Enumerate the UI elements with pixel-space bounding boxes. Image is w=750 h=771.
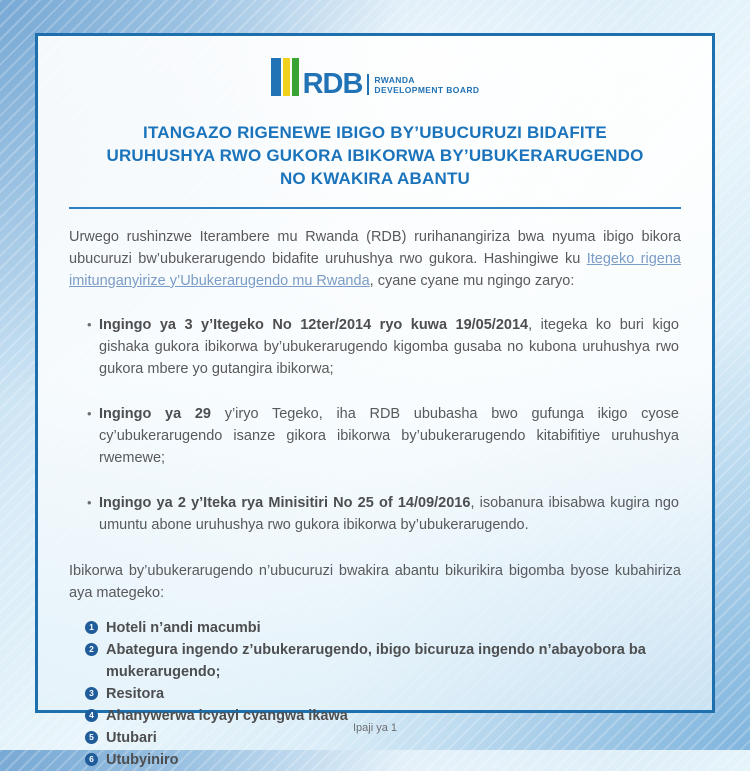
notice-title-line2: URUHUSHYA RWO GUKORA IBIKORWA BY’UBUKERARUGENDO — [106, 146, 644, 165]
numbered-item-text: Resitora — [106, 686, 165, 702]
logo-bar-blue — [271, 58, 281, 96]
numbered-item-text: Utubyiniro — [106, 752, 179, 768]
notice-title — [69, 121, 681, 190]
list-item — [85, 639, 681, 683]
number-badge: 4 — [85, 709, 98, 722]
number-badge: 5 — [85, 731, 98, 744]
bullet-rest: , isobanura ibisabwa kugira ngo umuntu abone uruhushya rwo gukora ibikorwa by’ubukerarugendo. — [99, 495, 679, 533]
intro-text-before-link: Urwego rushinzwe Iterambere mu Rwanda (RDB) rurihanangiriza bwa nyuma ibigo bikora ubucuruzi bw’ubukerarugendo bidafite uruhushya rwo gukora. Hashingiwe ku — [69, 229, 681, 267]
page-number-label: Ipaji ya 1 — [352, 722, 398, 734]
logo-bar-green — [292, 58, 299, 96]
notice-title-line3: NO KWAKIRA ABANTU — [279, 169, 471, 188]
number-badge: 6 — [85, 753, 98, 766]
law-articles-bullet-list — [69, 314, 681, 536]
logo-divider — [367, 74, 369, 95]
logo-org-line2: DEVELOPMENT BOARD — [374, 85, 480, 95]
logo-bar-yellow — [283, 58, 290, 96]
bullet-rest: , itegeka ko buri kigo gishaka gukora ibikorwa by’ubukerarugendo kigomba gusaba no kubona uruhushya rwo gukora mbere yo gutangira ibikorwa; — [99, 317, 679, 377]
list-item — [87, 492, 679, 536]
number-badge: 2 — [85, 643, 98, 656]
title-divider-rule — [69, 207, 681, 209]
bullet-rest: y’iryo Tegeko, iha RDB ububasha bwo gufunga ikigo cyose cy’ubukerarugendo isanze gikora ibikorwa by’ubukerarugendo kitabifitiye uruhushya rwemewe; — [99, 406, 679, 466]
bullet-dot-icon: • — [87, 317, 92, 332]
bullet-bold-lead: Ingingo ya 29 — [99, 406, 211, 422]
list-item — [87, 403, 679, 469]
numbered-item-text: Utubari — [106, 730, 157, 746]
bullet-text — [99, 314, 679, 380]
numbered-item-text: Hoteli n’andi macumbi — [106, 620, 261, 636]
list-item — [85, 749, 681, 771]
logo-org-name — [374, 75, 479, 96]
bullet-dot-icon: • — [87, 406, 92, 421]
bullet-text — [99, 403, 679, 469]
rdb-logo-bars-icon — [271, 58, 299, 96]
notice-title-line1: ITANGAZO RIGENEWE IBIGO BY’UBUCURUZI BIDAFITE — [143, 123, 607, 142]
numbered-item-text: Abategura ingendo z’ubukerarugendo, ibigo bicuruza ingendo n’abayobora ba mukerarugendo; — [106, 642, 646, 680]
rdb-logo — [69, 56, 681, 100]
logo-org-line1: RWANDA — [374, 75, 415, 85]
list-item — [87, 314, 679, 380]
intro-text-after-link: , cyane cyane mu ngingo zaryo: — [369, 273, 575, 289]
list-item — [85, 683, 681, 705]
number-badge: 3 — [85, 687, 98, 700]
business-types-numbered-list — [69, 617, 681, 771]
tourism-law-link[interactable]: Itegeko rigena imitunganyirize y’Ubukerarugendo mu Rwanda — [69, 251, 681, 289]
bullet-bold-lead: Ingingo ya 3 y’Itegeko No 12ter/2014 ryo kuwa 19/05/2014 — [99, 317, 529, 333]
bullet-bold-lead: Ingingo ya 2 y’Iteka rya Minisitiri No 25 of 14/09/2016 — [99, 495, 471, 511]
bullet-text — [99, 492, 679, 536]
number-badge: 1 — [85, 621, 98, 634]
businesses-intro-paragraph: Ibikorwa by’ubukerarugendo n’ubucuruzi bwakira abantu bikurikira bigomba byose kubahiriza aya mategeko: — [69, 563, 681, 601]
list-item — [85, 617, 681, 639]
bullet-dot-icon: • — [87, 495, 92, 510]
numbered-item-text: Ahanywerwa icyayi cyangwa ikawa — [106, 708, 348, 724]
logo-acronym: RDB — [302, 68, 363, 100]
intro-paragraph — [69, 226, 681, 292]
